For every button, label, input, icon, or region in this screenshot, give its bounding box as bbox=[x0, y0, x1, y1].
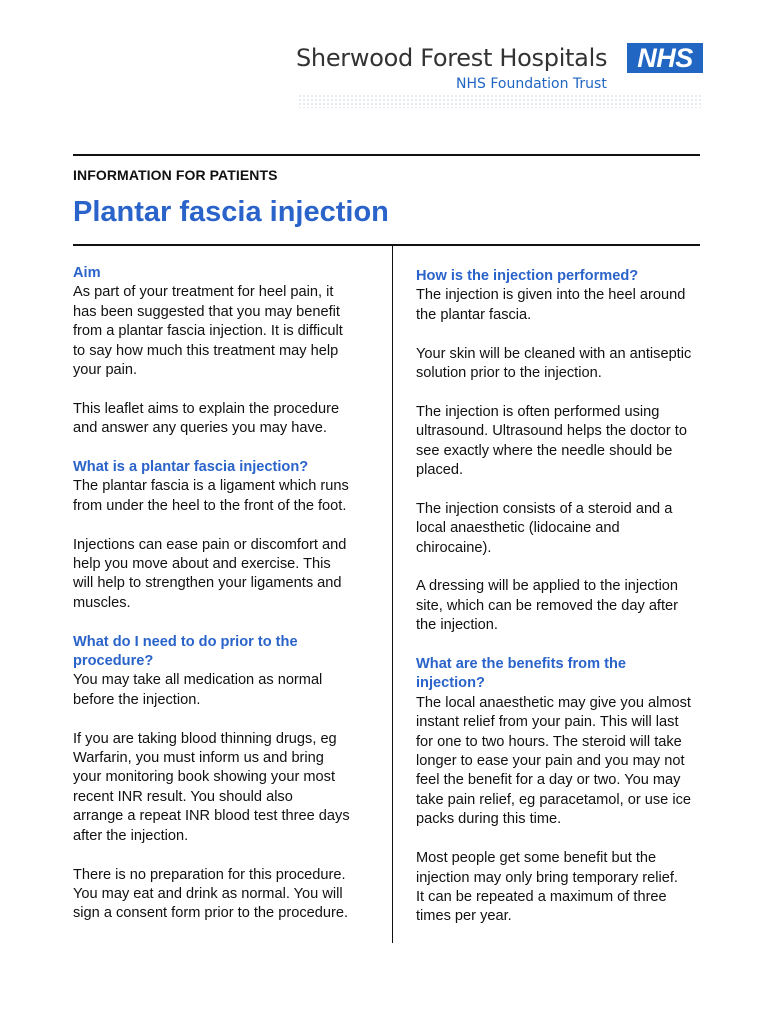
what-is-paragraph-1: The plantar fascia is a ligament which runs from under the heel to the front of the foot. bbox=[73, 478, 349, 514]
prior-paragraph-3: There is no preparation for this procedure. You may eat and drink as normal. You will sign a consent form prior to the procedure. bbox=[73, 866, 348, 922]
nhs-logo: NHS bbox=[627, 43, 703, 73]
benefits-paragraph-2: Most people get some benefit but the injection may only bring temporary relief. It can be repeated a maximum of three times per year. bbox=[416, 850, 678, 925]
document-label: INFORMATION FOR PATIENTS bbox=[73, 167, 278, 183]
prior-paragraph-2: If you are taking blood thinning drugs, eg Warfarin, you must inform us and bring your monitoring book showing your most recent INR result. You should also arrange a repeat INR blood test three days after the injection. bbox=[73, 730, 350, 844]
prior-heading: What do I need to do prior to the procedure? bbox=[73, 633, 298, 670]
top-divider bbox=[73, 154, 700, 156]
how-paragraph-5: A dressing will be applied to the injection site, which can be removed the day after the injection. bbox=[416, 578, 679, 634]
how-paragraph-3: The injection is often performed using ultrasound. Ultrasound helps the doctor to see exactly where the needle should be placed. bbox=[416, 403, 687, 479]
how-paragraph-2: Your skin will be cleaned with an antiseptic solution prior to the injection. bbox=[416, 345, 692, 382]
what-is-paragraph-2: Injections can ease pain or discomfort and help you move about and exercise. This will help to strengthen your ligaments and muscles. bbox=[73, 536, 347, 611]
prior-paragraph-1: You may take all medication as normal before the injection. bbox=[73, 672, 323, 708]
benefits-heading: What are the benefits from the injection? bbox=[416, 656, 627, 692]
organisation-name: Sherwood Forest Hospitals bbox=[296, 44, 608, 72]
title-divider bbox=[73, 244, 700, 246]
column-divider bbox=[392, 245, 393, 943]
right-column bbox=[416, 267, 716, 946]
aim-heading: Aim bbox=[73, 265, 101, 281]
benefits-paragraph-1: The local anaesthetic may give you almost instant relief from your pain. This will last for one to two hours. The steroid will take longer to ease your pain and you may not feel the benefit for a day or two. You may take pain relief, eg paracetamol, or use ice packs during this time. bbox=[416, 694, 692, 828]
decorative-dot-band bbox=[298, 94, 703, 108]
trust-name: NHS Foundation Trust bbox=[456, 76, 607, 92]
left-column bbox=[73, 264, 378, 943]
aim-paragraph-1: As part of your treatment for heel pain, it has been suggested that you may benefit from a plantar fascia injection. It is difficult to say how much this treatment may help your pain. bbox=[73, 284, 343, 379]
aim-paragraph-2: This leaflet aims to explain the procedure and answer any queries you may have. bbox=[73, 400, 340, 437]
how-paragraph-4: The injection consists of a steroid and a local anaesthetic (lidocaine and chirocaine). bbox=[416, 500, 673, 556]
how-heading: How is the injection performed? bbox=[416, 268, 639, 284]
what-is-heading: What is a plantar fascia injection? bbox=[73, 459, 309, 476]
page-title: Plantar fascia injection bbox=[73, 196, 389, 228]
how-paragraph-1: The injection is given into the heel around the plantar fascia. bbox=[416, 287, 686, 323]
